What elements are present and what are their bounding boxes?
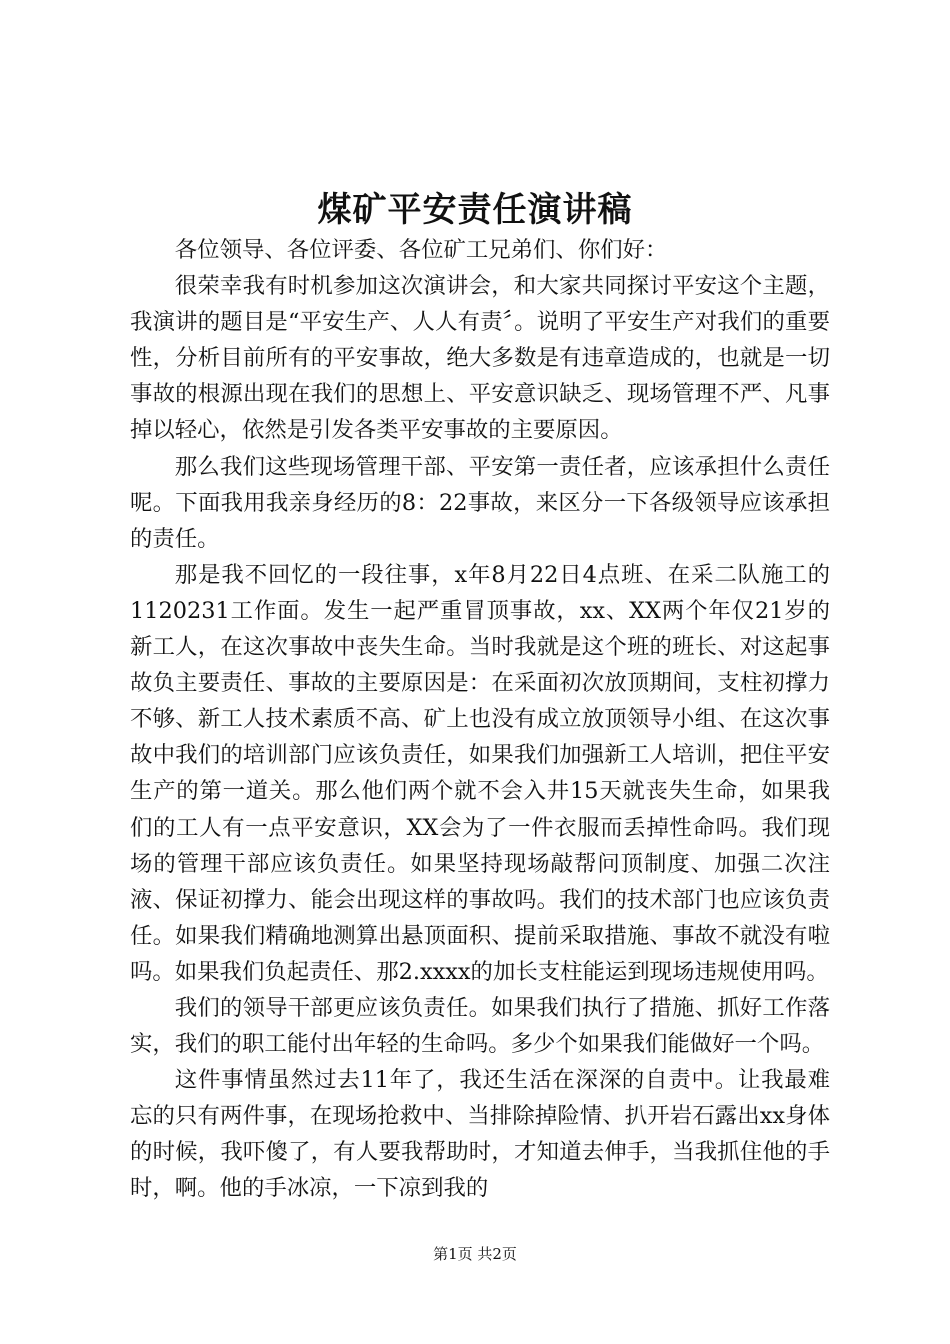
- page-footer: 第1页 共2页: [433, 1245, 517, 1263]
- document-body: [130, 232, 830, 1207]
- document-title: 煤矿平安责任演讲稿: [317, 190, 633, 230]
- paragraph: 我们的领导干部更应该负责任。如果我们执行了措施、抓好工作落实，我们的职工能付出年轻的生命吗。多少个如果我们能做好一个吗。: [130, 994, 830, 1058]
- paragraph: 很荣幸我有时机参加这次演讲会，和大家共同探讨平安这个主题，我演讲的题目是“平安生产、人人有责〞。说明了平安生产对我们的重要性，分析目前所有的平安事故，绝大多数是有违章造成的，也就是一切事故的根源出现在我们的思想上、平安意识缺乏、现场管理不严、凡事掉以轻心，依然是引发各类平安事故的主要原因。: [130, 273, 830, 444]
- paragraph-greeting: 各位领导、各位评委、各位矿工兄弟们、你们好：: [174, 237, 668, 263]
- paragraph: 那是我不回忆的一段往事，x年8月22日4点班、在采二队施工的1120231工作面。发生一起严重冒顶事故，xx、XX两个年仅21岁的新工人，在这次事故中丧失生命。当时我就是这个班的班长、对这起事故负主要责任、事故的主要原因是：在采面初次放顶期间，支柱初撑力不够、新工人技术素质不高、矿上也没有成立放顶领导小组、在这次事故中我们的培训部门应该负责任，如果我们加强新工人培训，把住平安生产的第一道关。那么他们两个就不会入井15天就丧失生命，如果我们的工人有一点平安意识，XX会为了一件衣服而丢掉性命吗。我们现场的管理干部应该负责任。如果坚持现场敲帮问顶制度、加强二次注液、保证初撑力、能会出现这样的事故吗。我们的技术部门也应该负责任。如果我们精确地测算出悬顶面积、提前采取措施、事故不就没有啦吗。如果我们负起责任、那2.xxxx的加长支柱能运到现场违规使用吗。: [130, 561, 830, 985]
- paragraph: 这件事情虽然过去11年了，我还生活在深深的自责中。让我最难忘的只有两件事，在现场抢救中、当排除掉险情、扒开岩石露出xx身体的时候，我吓傻了，有人要我帮助时，才知道去伸手，当我抓住他的手时，啊。他的手冰凉，一下凉到我的: [130, 1067, 830, 1202]
- paragraph: 那么我们这些现场管理干部、平安第一责任者，应该承担什么责任呢。下面我用我亲身经历的8：22事故，来区分一下各级领导应该承担的责任。: [130, 453, 830, 552]
